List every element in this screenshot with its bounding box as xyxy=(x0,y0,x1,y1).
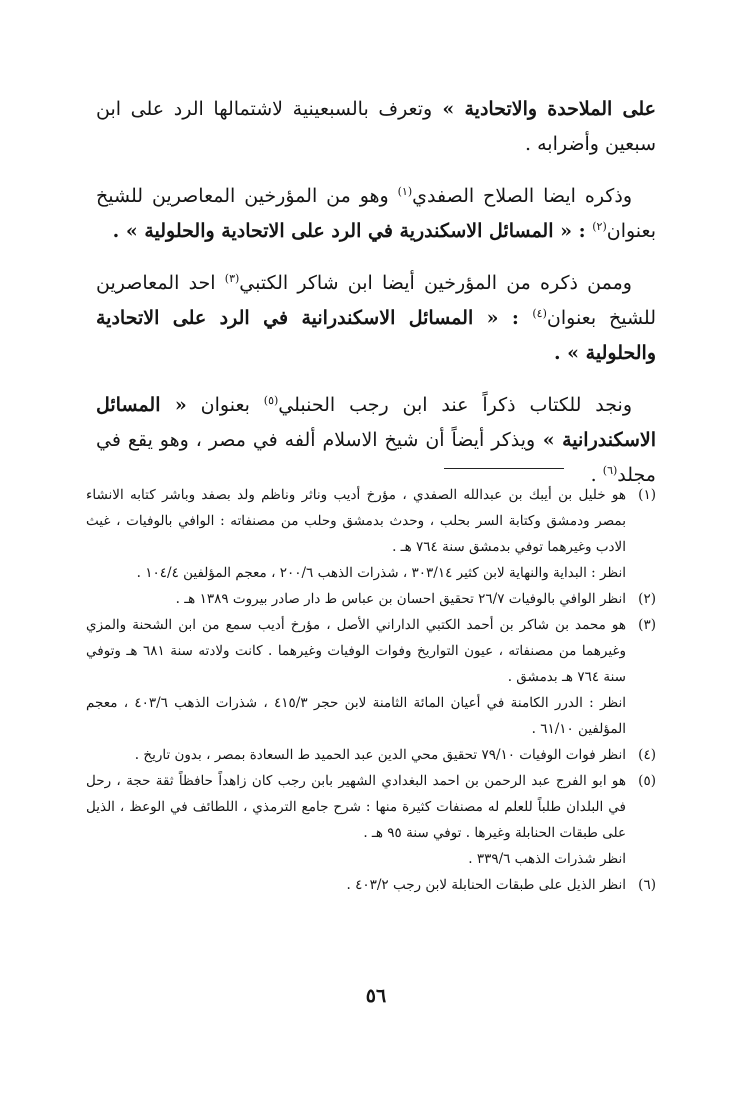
footnote-number: (١) xyxy=(638,487,656,503)
footnote-number: (٥) xyxy=(638,773,656,789)
footnote-ref-5[interactable]: (٥) xyxy=(263,394,279,407)
page-number: ٥٦ xyxy=(365,985,387,1007)
footnote-ref-3[interactable]: (٣) xyxy=(224,272,240,285)
bold-title: : « المسائل الاسكندرانية في الرد على الاتحادية والحلولية » . xyxy=(96,307,656,364)
footnote-ref-2[interactable]: (٢) xyxy=(592,220,607,233)
footnote-6 xyxy=(86,872,656,898)
paragraph-3 xyxy=(96,266,656,371)
footnotes xyxy=(86,482,656,898)
footnote-ref-1[interactable]: (١) xyxy=(397,185,413,198)
footnote-number: (٦) xyxy=(638,877,656,893)
main-text xyxy=(96,92,656,510)
paragraph-2 xyxy=(96,179,656,249)
footnote-line: انظر فوات الوفيات ٧٩/١٠ تحقيق محي الدين عبد الحميد ط السعادة بمصر ، بدون تاريخ . xyxy=(134,747,626,763)
footnote-line: هو خليل بن أيبك بن عبدالله الصفدي ، مؤرخ أديب وناثر وناظم ولد بصفد وباشر كتابه الانشاء بمصر ودمشق وكتابة السر بحلب ، وحدث بدمشق وحلب من مصنفاته : الوافي بالوفيات ، غيث الادب وغيرهما توفي بدمشق سنة ٧٦٤ هـ . xyxy=(86,487,626,555)
footnote-line: انظر : البداية والنهاية لابن كثير ٣٠٣/١٤ ، شذرات الذهب ٢٠٠/٦ ، معجم المؤلفين ١٠٤/٤ . xyxy=(136,565,626,581)
footnote-line: هو ابو الفرج عبد الرحمن بن احمد البغدادي الشهير بابن رجب كان زاهداً حافظاً ثقة حجة ، رحل في البلدان طلباً للعلم له مصنفات كثيرة منها : شرح جامع الترمذي ، اللطائف في الوعظ ، الذيل على طبقات الحنابلة وغيرها . توفي سنة ٩٥ هـ . xyxy=(86,773,626,841)
footnote-4 xyxy=(86,742,656,768)
footnote-number: (٣) xyxy=(638,617,656,633)
footnote-line: انظر شذرات الذهب ٣٣٩/٦ . xyxy=(468,851,626,867)
footnote-3 xyxy=(86,612,656,742)
footnote-line: انظر الوافي بالوفيات ٢٦/٧ تحقيق احسان بن عباس ط دار صادر بيروت ١٣٨٩ هـ . xyxy=(175,591,626,607)
bold-title-fragment: على الملاحدة والاتحادية » xyxy=(432,98,656,120)
footnote-line: انظر : الدرر الكامنة في أعيان المائة الثامنة لابن حجر ٤١٥/٣ ، شذرات الذهب ٤٠٣/٦ ، معجم المؤلفين ٦١/١٠ . xyxy=(86,695,626,737)
text-segment: بعنوان xyxy=(186,394,264,416)
bold-title: « المسائل الاسكندرانية » xyxy=(96,394,656,451)
text-segment: وممن ذكره من المؤرخين أيضا ابن شاكر الكتبي xyxy=(239,272,632,294)
text-segment: وذكره ايضا الصلاح الصفدي xyxy=(412,185,632,207)
footnote-ref-6[interactable]: (٦) xyxy=(602,464,618,477)
footnote-number: (٤) xyxy=(638,747,656,763)
footnote-line: انظر الذيل على طبقات الحنابلة لابن رجب ٤٠٣/٢ . xyxy=(346,877,626,893)
text-segment: ونجد للكتاب ذكراً عند ابن رجب الحنبلي xyxy=(278,394,632,416)
footnote-ref-4[interactable]: (٤) xyxy=(532,307,547,320)
paragraph-1 xyxy=(96,92,656,162)
footnote-separator xyxy=(444,468,564,469)
text-segment: . xyxy=(590,464,603,486)
bold-title: : « المسائل الاسكندرية في الرد على الاتحادية والحلولية » . xyxy=(112,220,593,242)
footnote-5 xyxy=(86,768,656,872)
footnote-2 xyxy=(86,586,656,612)
text-segment: وهو من المؤرخين المعاصرين للشيخ بعنوان xyxy=(96,185,656,242)
paragraph-4 xyxy=(96,388,656,493)
footnote-1 xyxy=(86,482,656,586)
text-segment: وتعرف بالسبعينية لاشتمالها الرد على ابن سبعين وأضرابه . xyxy=(96,98,656,155)
footnote-number: (٢) xyxy=(638,591,656,607)
text-segment: احد المعاصرين للشيخ بعنوان xyxy=(96,272,656,329)
text-segment: ويذكر أيضاً أن شيخ الاسلام ألفه في مصر ، وهو يقع في مجلد xyxy=(96,429,656,486)
footnote-line: هو محمد بن شاكر بن أحمد الكتبي الداراني الأصل ، مؤرخ أديب سمع من ابن الشحنة والمزي وغيرهما من مصنفاته ، عيون التواريخ وفوات الوفيات وغيرهما . كانت ولادته سنة ٦٨١ هـ وتوفي سنة ٧٦٤ هـ بدمشق . xyxy=(86,617,626,685)
